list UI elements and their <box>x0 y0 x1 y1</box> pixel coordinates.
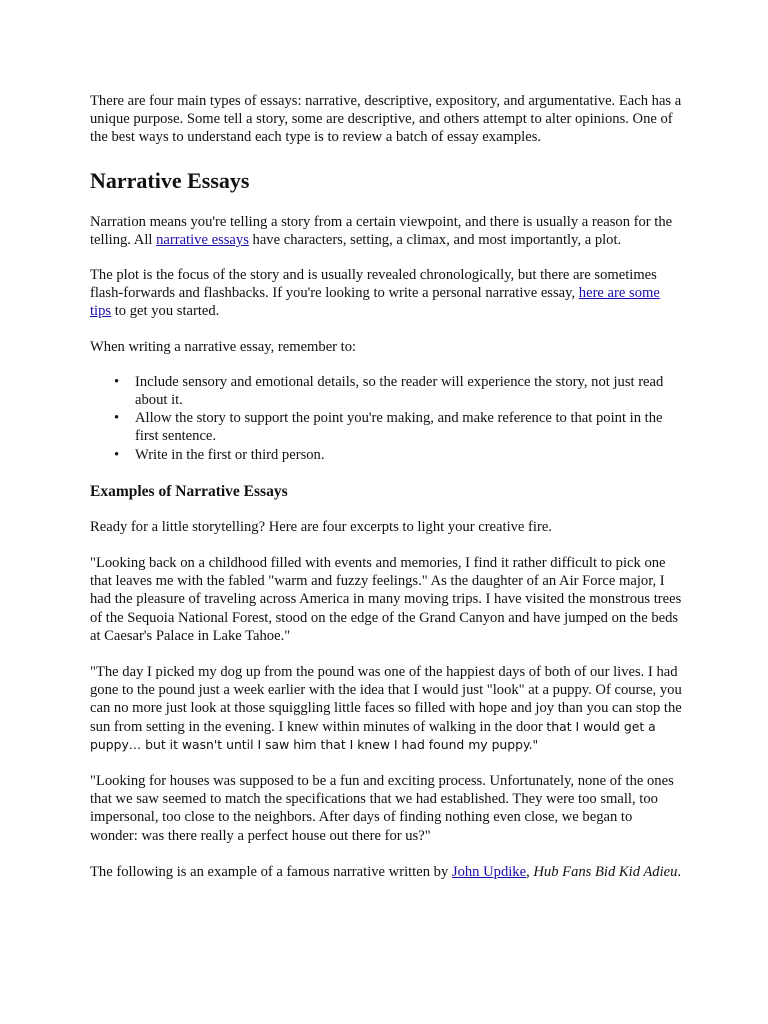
tips-list <box>90 373 682 464</box>
section-heading: Narrative Essays <box>90 167 250 193</box>
reminder-paragraph: When writing a narrative essay, remember to: <box>90 338 357 355</box>
updike-paragraph <box>90 863 682 881</box>
list-item: • Write in the first or third person. <box>135 446 682 464</box>
excerpt-dog-main: "The day I picked my dog up from the pound was one of the happiest days of both of our lives. I had gone to the pound just a week earlier with the idea that I would just "look" at a puppy. Of course, you can no more just look at those squiggling little faces so filled with hope and joy than you can stop the sun from setting in the evening. I knew within minutes of walking in the door <box>90 664 682 735</box>
excerpt-houses: "Looking for houses was supposed to be a fun and exciting process. Unfortunately, none of the ones that we saw seemed to match the specifications that we had established. They were too small, too impersonal, too close to the neighbors. After days of finding nothing even close, we began to wonder: was there really a perfect house out there for us?" <box>90 773 674 844</box>
plot-text-before: The plot is the focus of the story and is usually revealed chronologically, but there are sometimes flash-forwards and flashbacks. If you're looking to write a personal narrative essay, <box>90 267 657 302</box>
narration-text-after: have characters, setting, a climax, and most importantly, a plot. <box>248 231 622 248</box>
updike-period: . <box>677 863 682 880</box>
john-updike-link[interactable]: John Updike <box>451 863 527 880</box>
document-body <box>90 92 682 881</box>
narration-paragraph <box>90 213 682 249</box>
examples-heading: Examples of Narrative Essays <box>90 482 288 500</box>
updike-text-before: The following is an example of a famous narrative written by <box>90 863 452 880</box>
list-item: • Include sensory and emotional details, so the reader will experience the story, not just read about it. <box>135 373 682 409</box>
list-item: • Allow the story to support the point you're making, and make reference to that point in the first sentence. <box>135 409 682 445</box>
tips-link[interactable]: here are some tips <box>90 285 660 320</box>
updike-separator: , <box>526 863 534 880</box>
plot-paragraph <box>90 266 682 321</box>
storytelling-intro: Ready for a little storytelling? Here are four excerpts to light your creative fire. <box>90 518 552 535</box>
excerpt-childhood: "Looking back on a childhood filled with events and memories, I find it rather difficult to pick one that leaves me with the fabled "warm and fuzzy feelings." As the daughter of an Air Force major, I had the pleasure of traveling across America in many moving trips. I have visited the monstrous trees of the Sequoia National Forest, stood on the edge of the Grand Canyon and have jumped on the beds at Caesar's Palace in Lake Tahoe." <box>90 555 682 644</box>
plot-text-after: to get you started. <box>111 303 220 320</box>
essay-title: Hub Fans Bid Kid Adieu <box>533 863 678 880</box>
excerpt-dog <box>90 663 682 754</box>
narration-text-before: Narration means you're telling a story from a certain viewpoint, and there is usually a reason for the telling. All <box>90 213 673 248</box>
excerpt-dog-tail: that I would get a puppy… but it wasn't until I saw him that I knew I had found my puppy." <box>90 718 656 752</box>
intro-paragraph: There are four main types of essays: narrative, descriptive, expository, and argumentative. Each has a unique purpose. Some tell a story, some are descriptive, and others attempt to alter opinions. One of the best ways to understand each type is to review a batch of essay examples. <box>90 93 682 146</box>
narrative-essays-link[interactable]: narrative essays <box>156 231 249 248</box>
